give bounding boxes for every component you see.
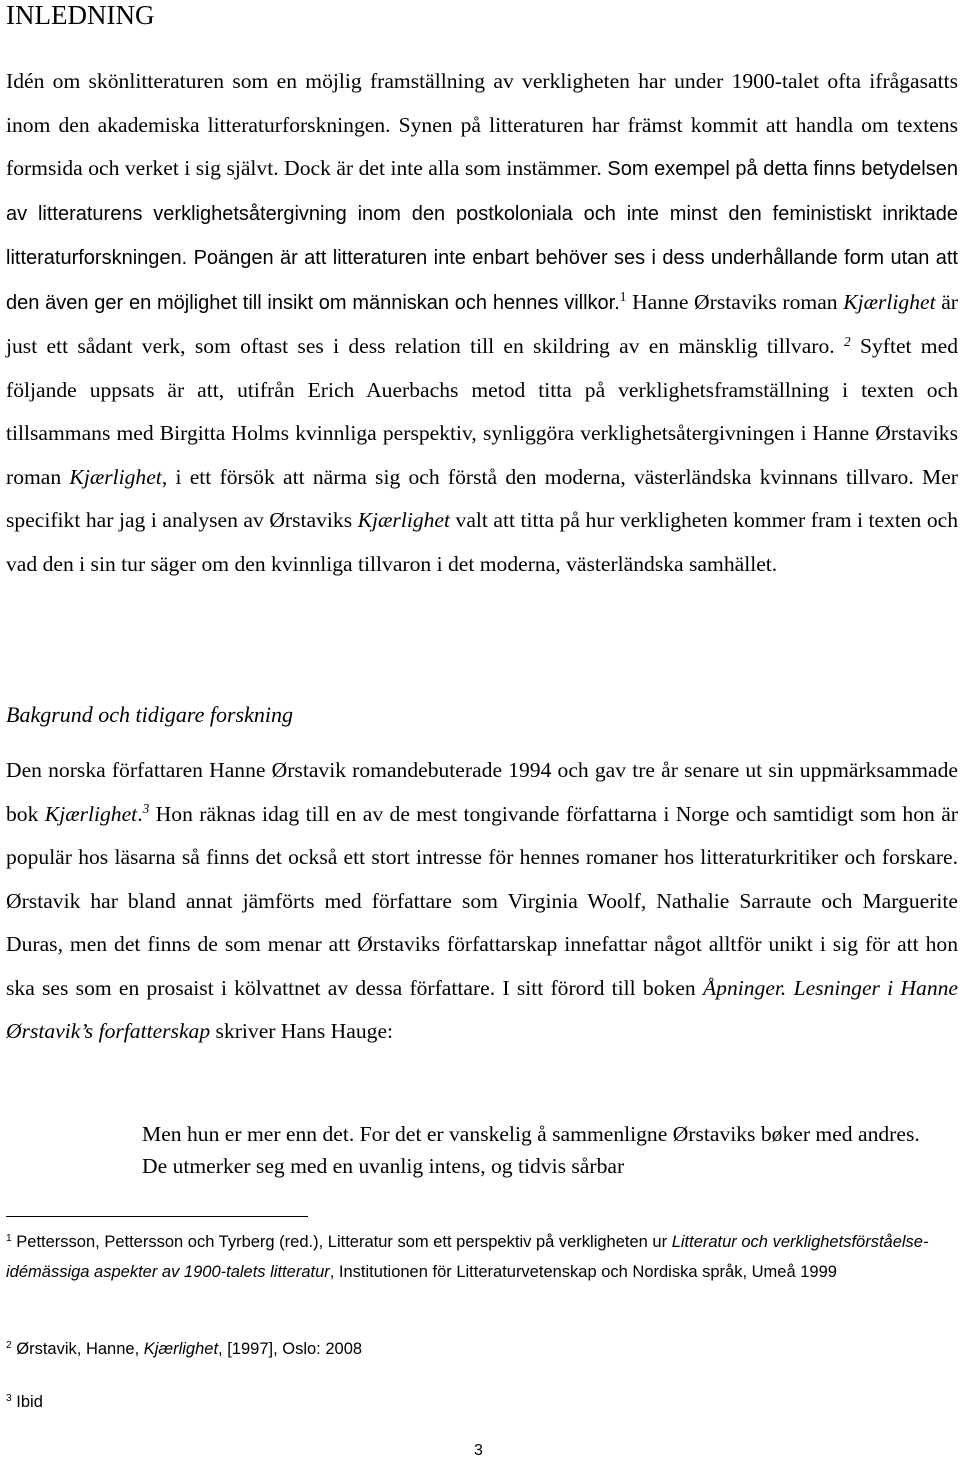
background-paragraph (6, 749, 958, 1054)
section-heading: INLEDNING (6, 0, 155, 30)
footnote-number: 3 (6, 1393, 12, 1405)
footnote-ref-2[interactable]: 2 (843, 333, 851, 349)
intro-text-g: valt att titta på hur verkligheten kommer fram i texten och vad den i sin tur säger om den kvinnliga tillvaron i det moderna, västerländska samhället. (6, 508, 958, 576)
footnote-title: Litteratur och verklighetsförståelse- idémässiga aspekter av 1900-talets litteratur (6, 1233, 929, 1281)
footnote-ref-3[interactable]: 3 (142, 801, 150, 817)
footnote-text: Ibid (11, 1393, 43, 1411)
footnote-3 (6, 1387, 946, 1417)
book-title: Kjærlighet (44, 801, 138, 826)
intro-text-b: Som exempel på detta finns betydelsen av litteraturens verklighetsåtergivning inom den postkoloniala och inte minst den feministiskt inriktade litteraturforskningen. Poängen är att litteraturen inte enbart behöver ses i dess underhållande form utan att den även ger en möjlighet till insikt om människan och hennes villkor. (6, 158, 958, 314)
background-text-b: . (137, 801, 143, 826)
intro-text-e: Syftet med följande uppsats är att, utifrån Erich Auerbachs metod titta på verklighetsframställning i texten och tillsammans med Birgitta Holms kvinnliga perspektiv, synliggöra verklighetsåtergivningen i Hanne Ørstaviks roman (6, 334, 958, 489)
book-title: Kjærlighet (69, 464, 162, 489)
footnote-2 (6, 1334, 946, 1364)
page-number: 3 (474, 1442, 483, 1459)
intro-text-d: är just ett sådant verk, som oftast ses i dess relation till en skildring av en mänsklig tillvaro. (6, 289, 958, 358)
footnote-title: Kjærlighet (143, 1340, 219, 1358)
book-title: Kjærlighet (843, 289, 936, 314)
footnote-text: Ørstavik, Hanne, (11, 1340, 144, 1358)
intro-paragraph (6, 60, 958, 586)
intro-text-a: Idén om skönlitteraturen som en möjlig framställning av verkligheten har under 1900-talet ofta ifrågasatts inom den akademiska litteraturforskningen. Synen på litteraturen har främst kommit att handla om textens formsida och verket i sig självt. Dock är det inte alla som instämmer. (6, 69, 958, 180)
intro-text-f: , i ett försök att närma sig och förstå den moderna, västerländska kvinnans tillvaro. Mer specifikt har jag i analysen av Ørstaviks (6, 464, 958, 532)
block-quote: Men hun er mer enn det. For det er vanskelig å sammenligne Ørstaviks bøker med andres. De utmerker seg med en uvanlig intens, og tidvis sårbar (142, 1122, 920, 1178)
footnote-separator (6, 1216, 308, 1217)
footnote-1 (6, 1227, 946, 1287)
background-text-a: Den norska författaren Hanne Ørstavik romandebuterade 1994 och gav tre år senare ut sin uppmärksammade bok (6, 758, 958, 826)
book-title: Åpninger. Lesninger i Hanne Ørstavik’s forfatterskap (6, 975, 959, 1043)
background-text-c: Hon räknas idag till en av de mest tongivande författarna i Norge och samtidigt som hon är populär hos läsarna så finns det också ett stort intresse för hennes romaner hos litteraturkritiker och forskare. Ørstavik har bland annat jämförts med författare som Virginia Woolf, Nathalie Sarraute och Marguerite Duras, men det finns de som menar att Ørstaviks författarskap innefattar något alltför unikt i sig för att hon ska ses som en prosaist i kölvattnet av dessa författare. I sitt förord till boken (6, 801, 958, 1000)
footnote-text: Pettersson, Pettersson och Tyrberg (red.), Litteratur som ett perspektiv på verkligheten ur (11, 1233, 672, 1251)
footnote-number: 2 (6, 1340, 12, 1352)
intro-text-c: Hanne Ørstaviks roman (626, 289, 844, 314)
background-text-d: skriver Hans Hauge: (210, 1019, 394, 1043)
footnote-ref-1[interactable]: 1 (619, 289, 627, 305)
footnote-text: , [1997], Oslo: 2008 (218, 1340, 363, 1358)
footnote-number: 1 (6, 1233, 12, 1245)
subsection-heading: Bakgrund och tidigare forskning (6, 702, 293, 727)
footnote-text: , Institutionen för Litteraturvetenskap och Nordiska språk, Umeå 1999 (329, 1263, 837, 1281)
book-title: Kjærlighet (357, 508, 451, 532)
